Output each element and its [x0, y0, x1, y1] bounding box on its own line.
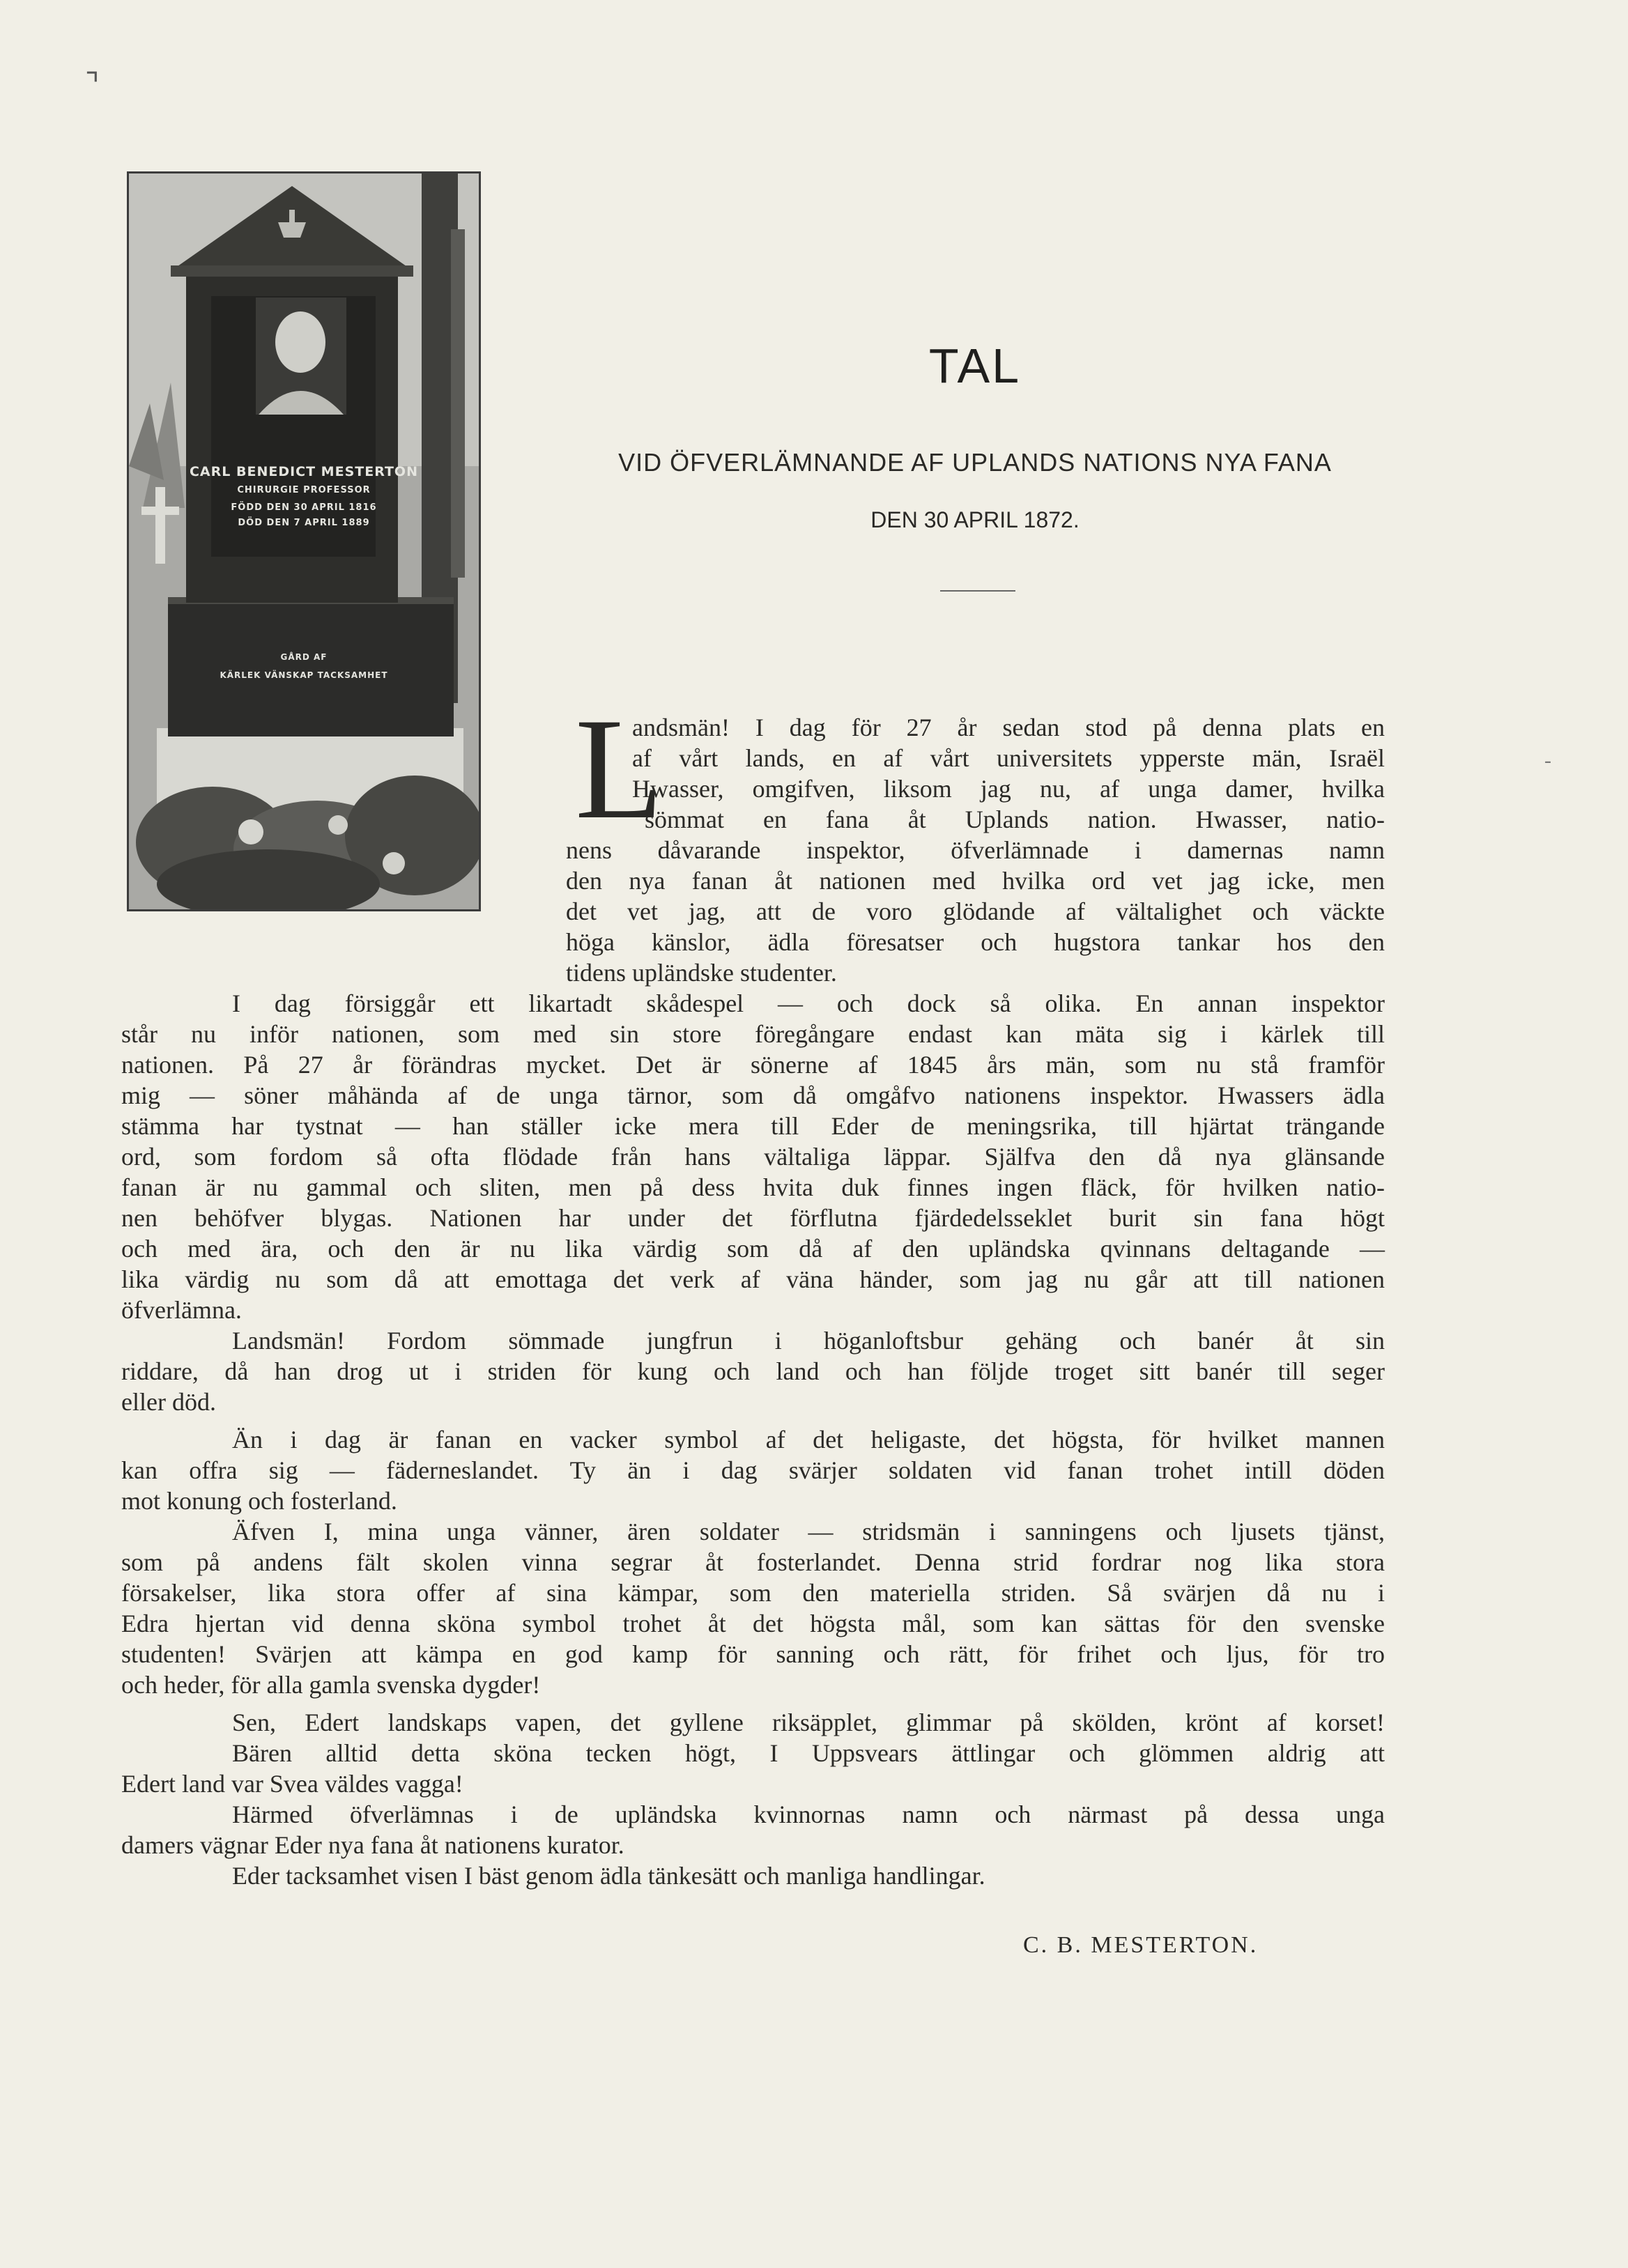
- drop-cap: L: [575, 688, 664, 849]
- text-line: studenten! Svärjen att kämpa en god kamp för sanning och rätt, för frihet och ljus, för tro: [121, 1640, 1385, 1668]
- text-line: sömmat en fana åt Uplands nation. Hwasser, natio-: [645, 805, 1385, 833]
- text-line: försakelser, lika stora offer af sina kämpar, som den materiella striden. Så svärjen då nu i: [121, 1579, 1385, 1607]
- text-line: Edra hjertan vid denna sköna symbol trohet åt det högsta mål, som kan sättas för den svenske: [121, 1610, 1385, 1637]
- text-line: Härmed öfverlämnas i de upländska kvinnornas namn och närmast på dessa unga: [232, 1800, 1385, 1828]
- signature: C. B. MESTERTON.: [1023, 1932, 1259, 1958]
- gravestone-photo: [127, 171, 481, 911]
- speech-date: DEN 30 APRIL 1872.: [870, 507, 1080, 532]
- inscription-dedication: KÄRLEK VÄNSKAP TACKSAMHET: [220, 670, 388, 680]
- text-line: Sen, Edert landskaps vapen, det gyllene riksäpplet, glimmar på skölden, krönt af korset!: [232, 1708, 1385, 1736]
- text-line: Eder tacksamhet visen I bäst genom ädla tänkesätt och manliga handlingar.: [232, 1862, 985, 1890]
- text-line: och heder, för alla gamla svenska dygder!: [121, 1671, 541, 1699]
- text-line: ord, som fordom så ofta flödade från hans vältaliga läppar. Själfva den då nya glänsande: [121, 1143, 1385, 1171]
- text-line: kan offra sig — fäderneslandet. Ty än i dag svärjer soldaten vid fanan trohet intill döden: [121, 1456, 1385, 1484]
- gravestone-illustration: [129, 173, 479, 909]
- text-line: som på andens fält skolen vinna segrar åt fosterlandet. Denna strid fordrar nog lika stora: [121, 1548, 1385, 1576]
- inscription-title: CHIRURGIE PROFESSOR: [237, 485, 371, 495]
- text-line: Än i dag är fanan en vacker symbol af det heligaste, det högsta, för hvilket mannen: [232, 1426, 1385, 1453]
- text-line: Landsmän! Fordom sömmade jungfrun i höganloftsbur gehäng och banér åt sin: [232, 1327, 1385, 1355]
- text-line: höga känslor, ädla föresatser och hugstora tankar hos den: [566, 928, 1385, 956]
- text-line: fanan är nu gammal och sliten, men på dess hvita duk finnes ingen fläck, för hvilken natio-: [121, 1173, 1385, 1201]
- text-line: mig — söner måhända af de unga tärnor, som då omgåfvo nationens inspektor. Hwassers ädla: [121, 1081, 1385, 1109]
- text-line: damers vägnar Eder nya fana åt nationens kurator.: [121, 1831, 624, 1859]
- text-line: det vet jag, att de voro glödande af vältalighet och väckte: [566, 897, 1385, 925]
- text-line: öfverlämna.: [121, 1296, 242, 1324]
- inscription-gift: GÅRD AF: [280, 652, 328, 662]
- text-line: Bären alltid detta sköna tecken högt, I Uppsvears ättlingar och glömmen aldrig att: [232, 1739, 1385, 1767]
- text-line: I dag försiggår ett likartadt skådespel — och dock så olika. En annan inspektor: [232, 989, 1385, 1017]
- text-line: nens dåvarande inspektor, öfverlämnade i damernas namn: [566, 836, 1385, 864]
- text-line: af vårt lands, en af vårt universitets ypperste män, Israël: [632, 744, 1385, 772]
- inscription-death: DÖD DEN 7 APRIL 1889: [238, 518, 370, 528]
- page-title: TAL: [928, 339, 1022, 393]
- text-line: Edert land var Svea väldes vagga!: [121, 1770, 463, 1798]
- page-corner-mark: ⌝: [85, 68, 100, 102]
- page-subtitle: VID ÖFVERLÄMNANDE AF UPLANDS NATIONS NYA FANA: [618, 448, 1332, 477]
- text-line: Äfven I, mina unga vänner, ären soldater — stridsmän i sanningens och ljusets tjänst,: [232, 1518, 1385, 1545]
- text-line: stämma har tystnat — han ställer icke mera till Eder de meningsrika, till hjärtat trängande: [121, 1112, 1385, 1140]
- heading-divider: [940, 590, 1015, 592]
- inscription-name: CARL BENEDICT MESTERTON: [189, 464, 418, 479]
- text-line: den nya fanan åt nationen med hvilka ord vet jag icke, men: [566, 867, 1385, 895]
- text-line: och med ära, och den är nu lika värdig som då af den upländska qvinnans deltagande —: [121, 1235, 1385, 1263]
- inscription-birth: FÖDD DEN 30 APRIL 1816: [231, 502, 377, 513]
- text-line: lika värdig nu som då att emottaga det verk af väna händer, som jag nu går att till nationen: [121, 1265, 1385, 1293]
- text-line: nationen. På 27 år förändras mycket. Det är sönerne af 1845 års män, som nu stå framför: [121, 1051, 1385, 1079]
- text-line: riddare, då han drog ut i striden för kung och land och han följde troget sitt banér till seger: [121, 1357, 1385, 1385]
- text-line: Hwasser, omgifven, liksom jag nu, af unga damer, hvilka: [632, 775, 1385, 803]
- text-line: eller död.: [121, 1388, 216, 1416]
- text-line: tidens upländske studenter.: [566, 959, 837, 987]
- text-line: står nu inför nationen, som med sin store föregångare endast kan mäta sig i kärlek till: [121, 1020, 1385, 1048]
- text-line: andsmän! I dag för 27 år sedan stod på denna plats en: [632, 713, 1385, 741]
- text-line: mot konung och fosterland.: [121, 1487, 397, 1515]
- page-side-mark: -: [1544, 749, 1551, 772]
- text-line: nen behöfver blygas. Nationen har under det förflutna fjärdedelsseklet burit sin fana högt: [121, 1204, 1385, 1232]
